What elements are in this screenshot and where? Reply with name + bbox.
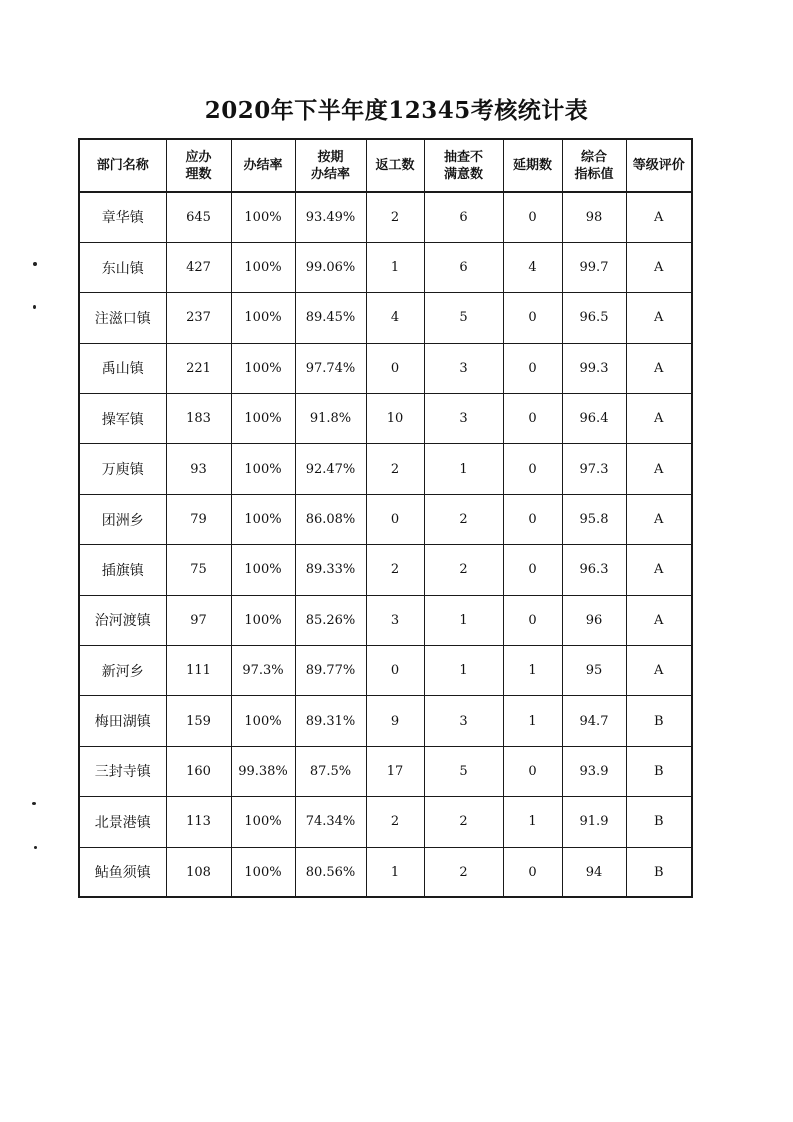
table-cell: 0 bbox=[503, 394, 562, 444]
table-cell: 92.47% bbox=[295, 444, 366, 494]
department-name-cell: 东山镇 bbox=[79, 242, 166, 292]
table-cell: 100% bbox=[231, 242, 295, 292]
table-cell: 93.49% bbox=[295, 192, 366, 242]
table-cell: 93 bbox=[166, 444, 231, 494]
table-cell: 2 bbox=[366, 192, 424, 242]
table-cell: 6 bbox=[424, 242, 503, 292]
department-name-cell: 北景港镇 bbox=[79, 797, 166, 847]
column-header: 返工数 bbox=[366, 139, 424, 192]
table-cell: 0 bbox=[503, 494, 562, 544]
table-row bbox=[79, 545, 692, 595]
column-header: 应办 理数 bbox=[166, 139, 231, 192]
table-cell: 0 bbox=[503, 444, 562, 494]
table-cell: 99.7 bbox=[562, 242, 626, 292]
table-cell: 2 bbox=[366, 797, 424, 847]
table-cell: 96.5 bbox=[562, 293, 626, 343]
column-header: 延期数 bbox=[503, 139, 562, 192]
table-cell: 0 bbox=[366, 646, 424, 696]
table-cell: 0 bbox=[503, 293, 562, 343]
table-cell: 91.9 bbox=[562, 797, 626, 847]
table-row bbox=[79, 293, 692, 343]
table-cell: 159 bbox=[166, 696, 231, 746]
table-cell: 97.3% bbox=[231, 646, 295, 696]
page-title: 2020年下半年度12345考核统计表 bbox=[204, 97, 589, 124]
table-cell: 89.77% bbox=[295, 646, 366, 696]
table-cell: 9 bbox=[366, 696, 424, 746]
table-row bbox=[79, 394, 692, 444]
scan-speck bbox=[34, 846, 37, 849]
table-cell: 93.9 bbox=[562, 746, 626, 796]
table-row bbox=[79, 595, 692, 645]
table-cell: 99.38% bbox=[231, 746, 295, 796]
table-row bbox=[79, 847, 692, 897]
table-cell: 1 bbox=[424, 646, 503, 696]
table-cell: B bbox=[626, 847, 692, 897]
table-cell: 108 bbox=[166, 847, 231, 897]
table-row bbox=[79, 646, 692, 696]
scan-speck bbox=[33, 262, 37, 266]
department-name-cell: 插旗镇 bbox=[79, 545, 166, 595]
table-cell: 0 bbox=[503, 545, 562, 595]
table-cell: 100% bbox=[231, 394, 295, 444]
table-cell: 89.45% bbox=[295, 293, 366, 343]
table-cell: 87.5% bbox=[295, 746, 366, 796]
table-cell: B bbox=[626, 696, 692, 746]
table-cell: 5 bbox=[424, 746, 503, 796]
department-name-cell: 注滋口镇 bbox=[79, 293, 166, 343]
table-cell: 3 bbox=[424, 343, 503, 393]
department-name-cell: 鲇鱼须镇 bbox=[79, 847, 166, 897]
table-cell: 1 bbox=[366, 847, 424, 897]
table-cell: 96 bbox=[562, 595, 626, 645]
table-cell: 4 bbox=[366, 293, 424, 343]
table-cell: 6 bbox=[424, 192, 503, 242]
table-cell: 4 bbox=[503, 242, 562, 292]
table-cell: 111 bbox=[166, 646, 231, 696]
table-cell: 0 bbox=[503, 595, 562, 645]
table-cell: 80.56% bbox=[295, 847, 366, 897]
table-cell: 97 bbox=[166, 595, 231, 645]
table-cell: 2 bbox=[424, 494, 503, 544]
table-cell: B bbox=[626, 797, 692, 847]
table-cell: A bbox=[626, 242, 692, 292]
table-cell: 0 bbox=[503, 343, 562, 393]
table-row bbox=[79, 192, 692, 242]
table-row bbox=[79, 242, 692, 292]
table-cell: A bbox=[626, 595, 692, 645]
department-name-cell: 操军镇 bbox=[79, 394, 166, 444]
table-cell: 79 bbox=[166, 494, 231, 544]
table-cell: A bbox=[626, 343, 692, 393]
table-cell: 1 bbox=[503, 696, 562, 746]
table-cell: 96.3 bbox=[562, 545, 626, 595]
table-header-row bbox=[79, 139, 692, 192]
table-cell: 1 bbox=[424, 444, 503, 494]
table-row bbox=[79, 444, 692, 494]
table-cell: 237 bbox=[166, 293, 231, 343]
table-cell: 89.31% bbox=[295, 696, 366, 746]
table-cell: B bbox=[626, 746, 692, 796]
table-cell: 2 bbox=[366, 545, 424, 595]
table-cell: 113 bbox=[166, 797, 231, 847]
table-cell: 0 bbox=[503, 746, 562, 796]
table-cell: 0 bbox=[503, 847, 562, 897]
table-cell: 1 bbox=[424, 595, 503, 645]
table-cell: 10 bbox=[366, 394, 424, 444]
table-cell: A bbox=[626, 545, 692, 595]
table-cell: 96.4 bbox=[562, 394, 626, 444]
table-cell: 89.33% bbox=[295, 545, 366, 595]
department-name-cell: 梅田湖镇 bbox=[79, 696, 166, 746]
table-cell: 94 bbox=[562, 847, 626, 897]
table-cell: 1 bbox=[503, 646, 562, 696]
department-name-cell: 三封寺镇 bbox=[79, 746, 166, 796]
table-cell: A bbox=[626, 646, 692, 696]
department-name-cell: 治河渡镇 bbox=[79, 595, 166, 645]
table-cell: 100% bbox=[231, 293, 295, 343]
table-cell: 3 bbox=[424, 696, 503, 746]
table-row bbox=[79, 797, 692, 847]
table-cell: 2 bbox=[366, 444, 424, 494]
table-cell: 100% bbox=[231, 847, 295, 897]
table-cell: A bbox=[626, 192, 692, 242]
department-name-cell: 章华镇 bbox=[79, 192, 166, 242]
column-header: 抽查不 满意数 bbox=[424, 139, 503, 192]
table-cell: 100% bbox=[231, 192, 295, 242]
table-cell: 183 bbox=[166, 394, 231, 444]
table-cell: 3 bbox=[424, 394, 503, 444]
department-name-cell: 新河乡 bbox=[79, 646, 166, 696]
table-body bbox=[79, 192, 692, 897]
table-cell: 100% bbox=[231, 696, 295, 746]
table-row bbox=[79, 343, 692, 393]
table-cell: 0 bbox=[366, 343, 424, 393]
table-cell: 86.08% bbox=[295, 494, 366, 544]
table-cell: 160 bbox=[166, 746, 231, 796]
statistics-table bbox=[78, 138, 693, 898]
table-cell: 0 bbox=[366, 494, 424, 544]
department-name-cell: 万庾镇 bbox=[79, 444, 166, 494]
table-cell: 2 bbox=[424, 797, 503, 847]
table-cell: 1 bbox=[503, 797, 562, 847]
table-cell: 100% bbox=[231, 444, 295, 494]
table-cell: 75 bbox=[166, 545, 231, 595]
table-cell: 3 bbox=[366, 595, 424, 645]
table-cell: A bbox=[626, 293, 692, 343]
table-cell: 85.26% bbox=[295, 595, 366, 645]
department-name-cell: 禹山镇 bbox=[79, 343, 166, 393]
scan-speck bbox=[33, 305, 36, 309]
table-cell: A bbox=[626, 444, 692, 494]
column-header: 部门名称 bbox=[79, 139, 166, 192]
table-cell: A bbox=[626, 394, 692, 444]
table-cell: 99.06% bbox=[295, 242, 366, 292]
table-cell: 95 bbox=[562, 646, 626, 696]
table-cell: 0 bbox=[503, 192, 562, 242]
table-cell: 98 bbox=[562, 192, 626, 242]
table-row bbox=[79, 696, 692, 746]
table-cell: 427 bbox=[166, 242, 231, 292]
department-name-cell: 团洲乡 bbox=[79, 494, 166, 544]
table-cell: 2 bbox=[424, 545, 503, 595]
table-cell: 91.8% bbox=[295, 394, 366, 444]
table-cell: 100% bbox=[231, 494, 295, 544]
table-cell: 1 bbox=[366, 242, 424, 292]
table-cell: 100% bbox=[231, 595, 295, 645]
table-cell: 74.34% bbox=[295, 797, 366, 847]
table-cell: 97.3 bbox=[562, 444, 626, 494]
table-cell: 645 bbox=[166, 192, 231, 242]
column-header: 等级评价 bbox=[626, 139, 692, 192]
table-cell: A bbox=[626, 494, 692, 544]
column-header: 办结率 bbox=[231, 139, 295, 192]
table-row bbox=[79, 494, 692, 544]
table-cell: 100% bbox=[231, 797, 295, 847]
table-cell: 17 bbox=[366, 746, 424, 796]
table-cell: 100% bbox=[231, 545, 295, 595]
table-cell: 100% bbox=[231, 343, 295, 393]
column-header: 按期 办结率 bbox=[295, 139, 366, 192]
table-cell: 95.8 bbox=[562, 494, 626, 544]
table-cell: 94.7 bbox=[562, 696, 626, 746]
table-cell: 97.74% bbox=[295, 343, 366, 393]
table-cell: 99.3 bbox=[562, 343, 626, 393]
scan-speck bbox=[32, 802, 36, 805]
table-cell: 2 bbox=[424, 847, 503, 897]
table-cell: 5 bbox=[424, 293, 503, 343]
column-header: 综合 指标值 bbox=[562, 139, 626, 192]
table-cell: 221 bbox=[166, 343, 231, 393]
table-row bbox=[79, 746, 692, 796]
